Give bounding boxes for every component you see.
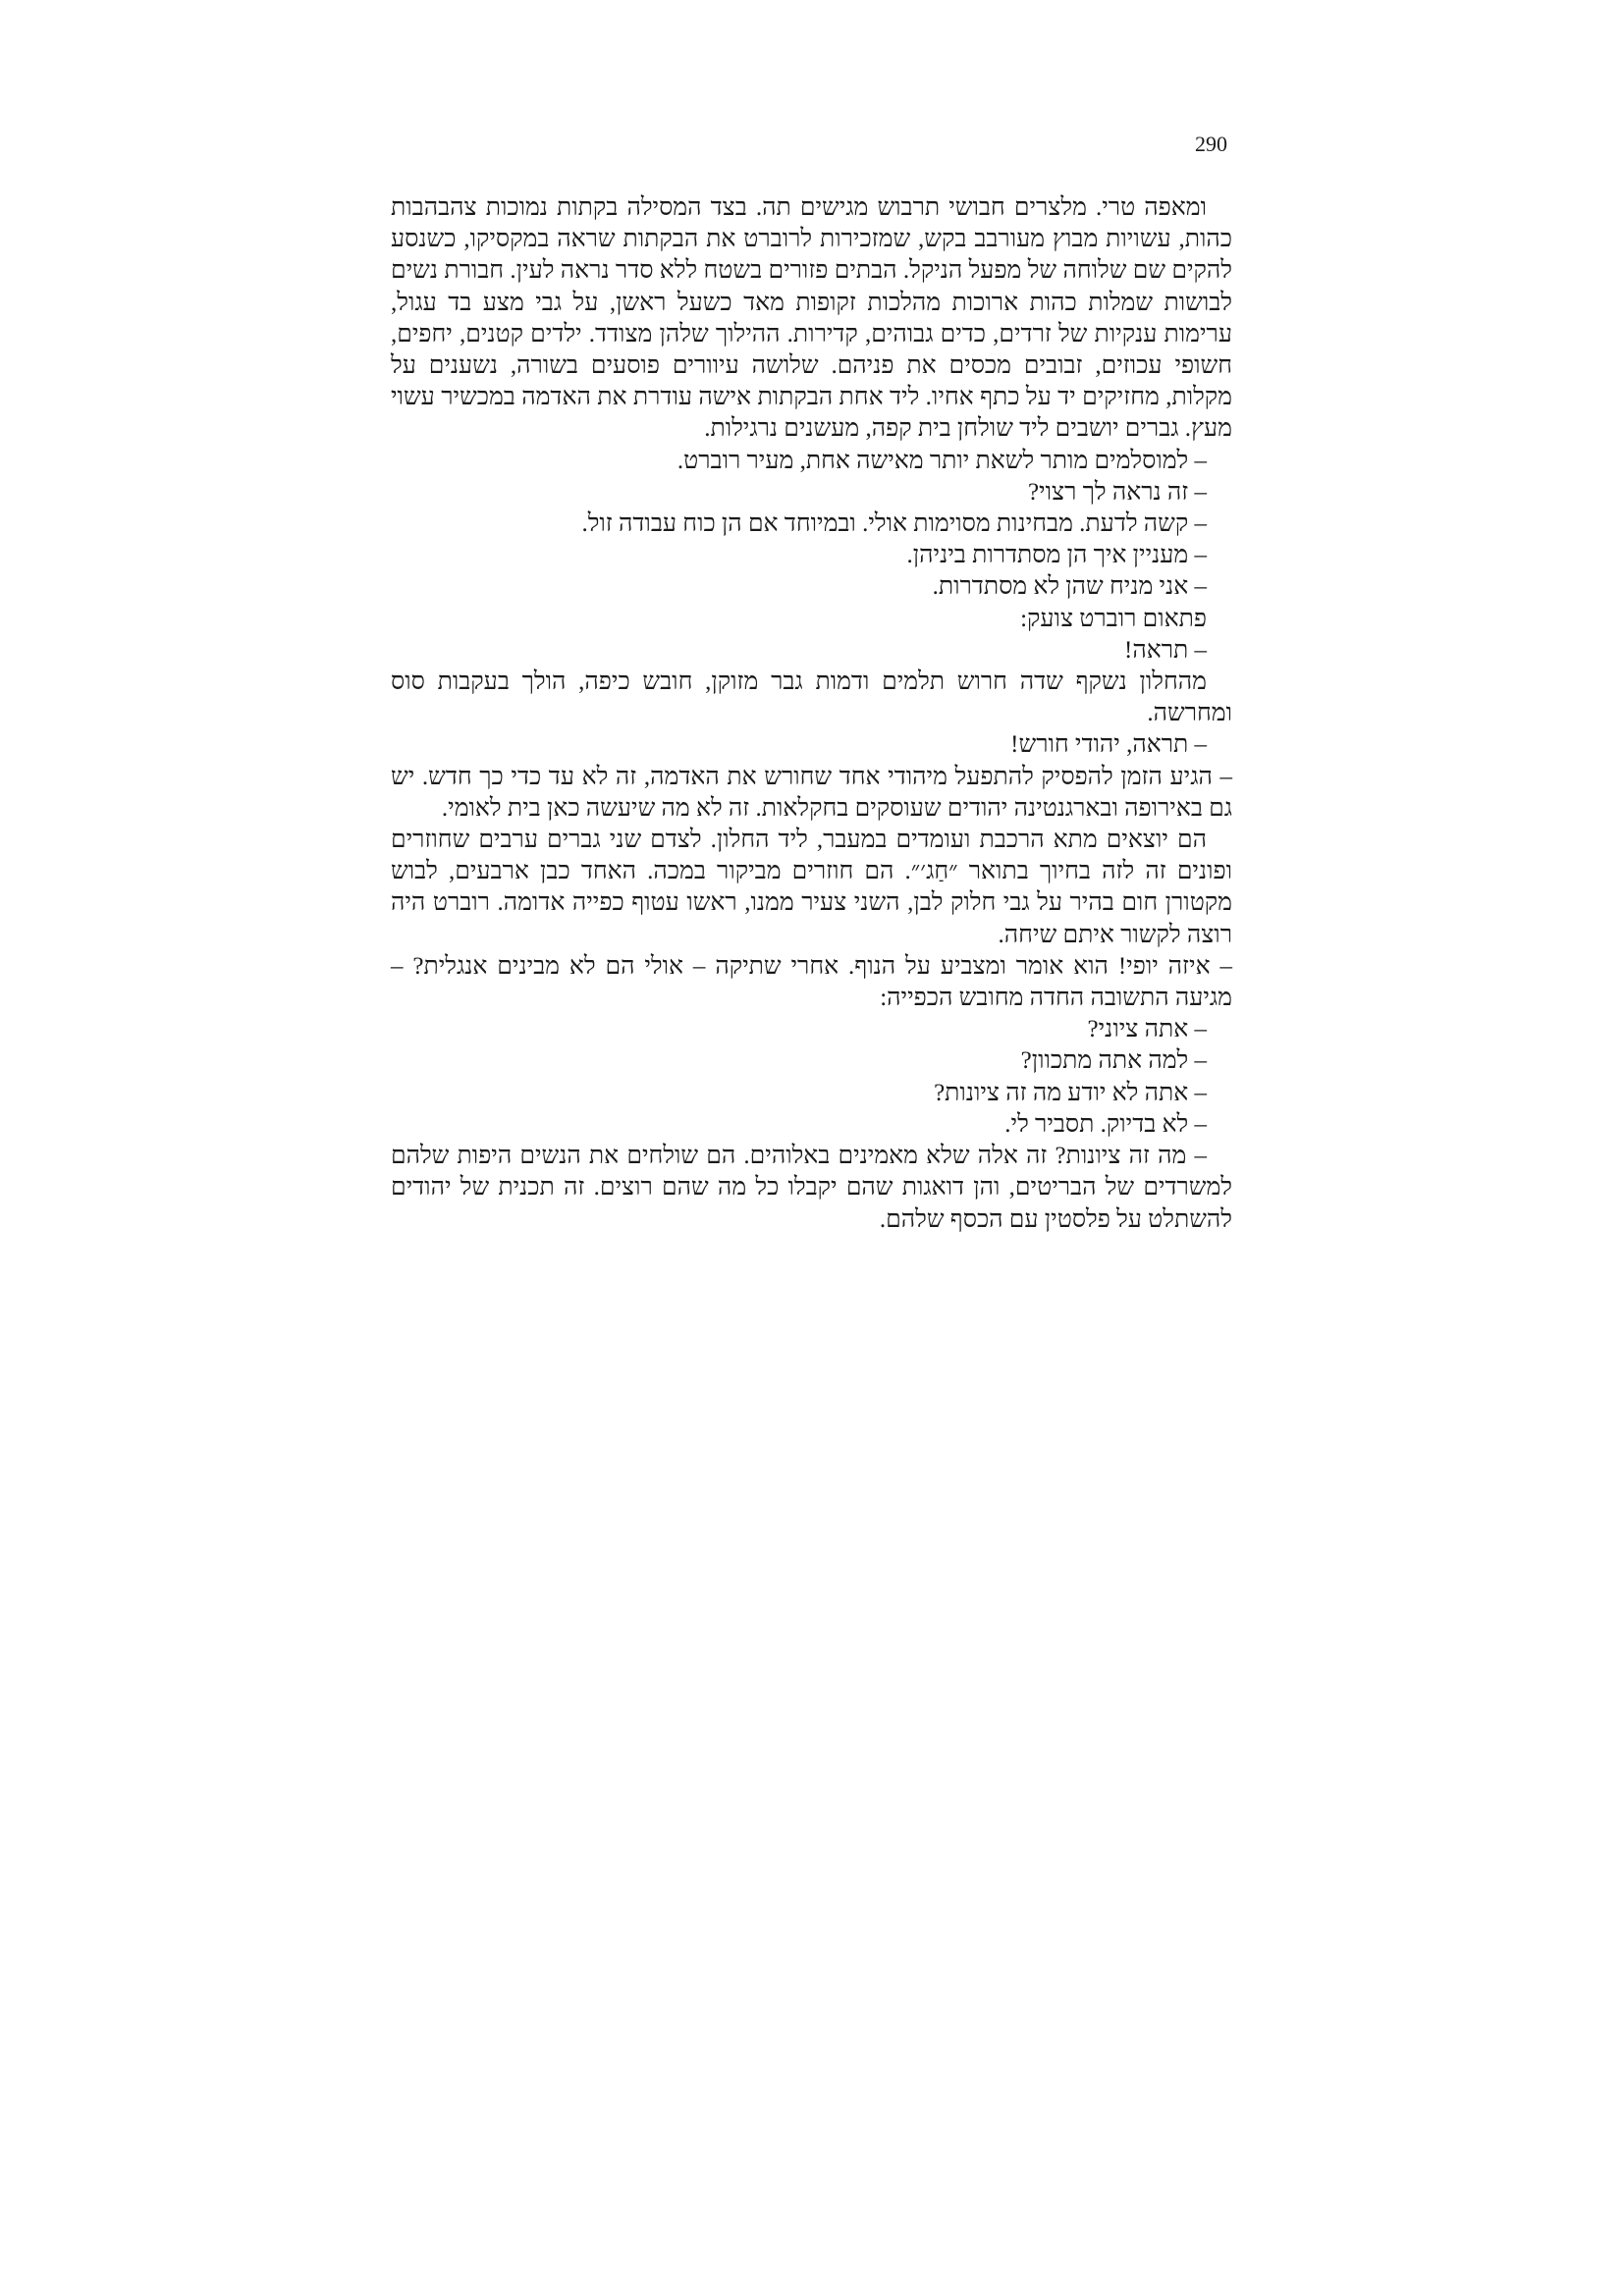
dialogue-line: – מעניין איך הן מסתדרות ביניהן. bbox=[906, 542, 1207, 569]
dialogue-line: – קשה לדעת. מבחינות מסוימות אולי. ובמיוחד אם הן כוח עבודה זול. bbox=[581, 510, 1207, 538]
dialogue-line: – למה אתה מתכוון? bbox=[1020, 1047, 1207, 1075]
dialogue-line: – זה נראה לך רצוי? bbox=[1027, 478, 1207, 506]
page-number: 290 bbox=[1195, 132, 1227, 156]
narrative-line: פתאום רוברט צועק: bbox=[1020, 605, 1207, 632]
narrative-paragraph: הם יוצאים מתא הרכבת ועומדים במעבר, ליד החלון. לצדם שני גברים ערבים שחוזרים ופונים זה לזה בחיוך בתואר ״חַג׳״. הם חוזרים מביקור במכה. האחד כבן ארבעים, לבוש מקטורן חום בהיר על גבי חלוק לבן, השני צעיר ממנו, ראשו עטוף כפייה אדומה. רוברט היה רוצה לקשור איתם שיחה. bbox=[391, 827, 1232, 948]
narrative-paragraph: מהחלון נשקף שדה חרוש תלמים ודמות גבר מזוקן, חובש כיפה, הולך בעקבות סוס ומחרשה. bbox=[391, 668, 1232, 727]
dialogue-paragraph: – מה זה ציונות? זה אלה שלא מאמינים באלוהים. הם שולחים את הנשים היפות שלהם למשרדים של הבריטים, והן דואגות שהם יקבלו כל מה שהם רוצים. זה תכנית של יהודים להשתלט על פלסטין עם הכסף שלהם. bbox=[391, 1143, 1232, 1233]
dialogue-line: – אתה ציוני? bbox=[1087, 1016, 1207, 1043]
dialogue-line: – תראה! bbox=[1124, 636, 1207, 664]
dialogue-paragraph: – איזה יופי! הוא אומר ומצביע על הנוף. אחרי שתיקה – אולי הם לא מבינים אנגלית? – מגיעה התשובה החדה מחובש הכפייה: bbox=[391, 952, 1232, 1012]
dialogue-line: – תראה, יהודי חורש! bbox=[1010, 731, 1207, 759]
body-text bbox=[391, 192, 1232, 1236]
dialogue-line: – אני מניח שהן לא מסתדרות. bbox=[932, 573, 1207, 601]
dialogue-line: – לא בדיוק. תסביר לי. bbox=[1004, 1110, 1207, 1138]
dialogue-line: – למוסלמים מותר לשאת יותר מאישה אחת, מעיר רוברט. bbox=[677, 447, 1207, 474]
narrative-paragraph: ומאפה טרי. מלצרים חבושי תרבוש מגישים תה. בצד המסילה בקתות נמוכות צהבהבות כהות, עשויות מבוץ מעורבב בקש, שמזכירות לרוברט את הבקתות שראה במקסיקו, כשנסע להקים שם שלוחה של מפעל הניקל. הבתים פזורים בשטח ללא סדר נראה לעין. חבורת נשים לבושות שמלות כהות ארוכות מהלכות זקופות מאד כשעל ראשן, על גבי מצע בד עגול, ערימות ענקיות של זרדים, כדים גבוהים, קדירות. ההילוך שלהן מצודד. ילדים קטנים, יחפים, חשופי עכוזים, זבובים מכסים את פניהם. שלושה עיוורים פוסעים בשורה, נשענים על מקלות, מחזיקים יד על כתף אחיו. ליד אחת הבקתות אישה עודרת את האדמה במכשיר עשוי מעץ. גברים יושבים ליד שולחן בית קפה, מעשנים נרגילות. bbox=[391, 194, 1232, 443]
dialogue-paragraph: – הגיע הזמן להפסיק להתפעל מיהודי אחד שחורש את האדמה, זה לא עד כדי כך חדש. יש גם באירופה ובארגנטינה יהודים שעוסקים בחקלאות. זה לא מה שיעשה כאן בית לאומי. bbox=[391, 763, 1232, 822]
dialogue-line: – אתה לא יודע מה זה ציונות? bbox=[934, 1079, 1207, 1106]
